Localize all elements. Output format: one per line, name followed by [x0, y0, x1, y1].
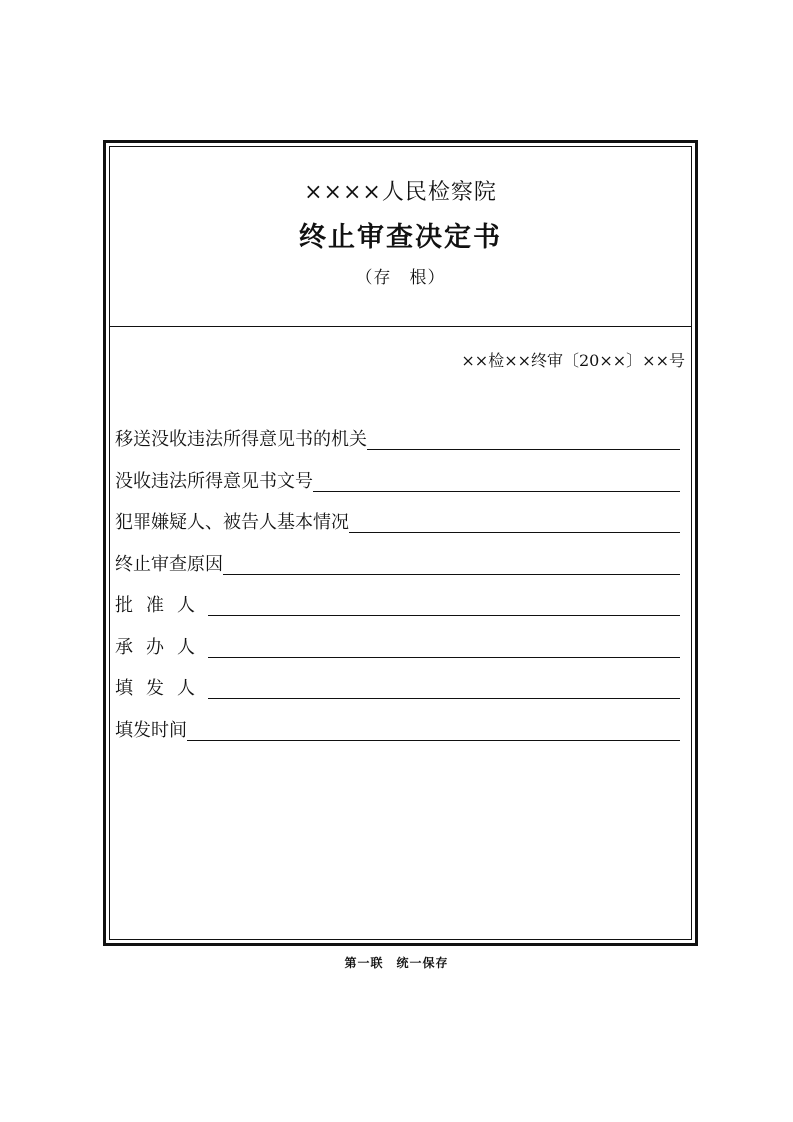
- field-termination-reason: [115, 552, 680, 578]
- field-input-line[interactable]: [367, 429, 680, 450]
- field-input-line[interactable]: [313, 471, 680, 492]
- field-label: 没收违法所得意见书文号: [115, 471, 313, 492]
- field-approver: [115, 593, 680, 619]
- org-name: ××××人民检察院: [304, 180, 497, 205]
- field-input-line[interactable]: [223, 554, 680, 575]
- field-label: 移送没收违法所得意见书的机关: [115, 429, 367, 450]
- field-input-line[interactable]: [208, 637, 680, 658]
- field-label: 承办人: [115, 637, 208, 658]
- document-inner-frame: [109, 146, 692, 940]
- document-number: ××检××终审〔20××〕××号: [461, 351, 685, 370]
- field-input-line[interactable]: [349, 512, 680, 533]
- field-suspect-info: [115, 510, 680, 536]
- field-issue-date: [115, 718, 680, 744]
- footer-note: 第一联 统一保存: [344, 956, 449, 970]
- field-label: 终止审查原因: [115, 554, 223, 575]
- field-handler: [115, 635, 680, 661]
- field-label: 批准人: [115, 595, 208, 616]
- field-label: 犯罪嫌疑人、被告人基本情况: [115, 512, 349, 533]
- field-opinion-doc-number: [115, 469, 680, 495]
- field-input-line[interactable]: [187, 720, 680, 741]
- field-issuer: [115, 676, 680, 702]
- field-input-line[interactable]: [208, 678, 680, 699]
- document-title: 终止审查决定书: [299, 222, 502, 253]
- stub-label: （存 根）: [355, 268, 446, 288]
- field-input-line[interactable]: [208, 595, 680, 616]
- field-label: 填发时间: [115, 720, 187, 741]
- field-transfer-agency: [115, 427, 680, 453]
- document-header: [110, 147, 691, 327]
- document-frame: [103, 140, 698, 946]
- field-label: 填发人: [115, 678, 208, 699]
